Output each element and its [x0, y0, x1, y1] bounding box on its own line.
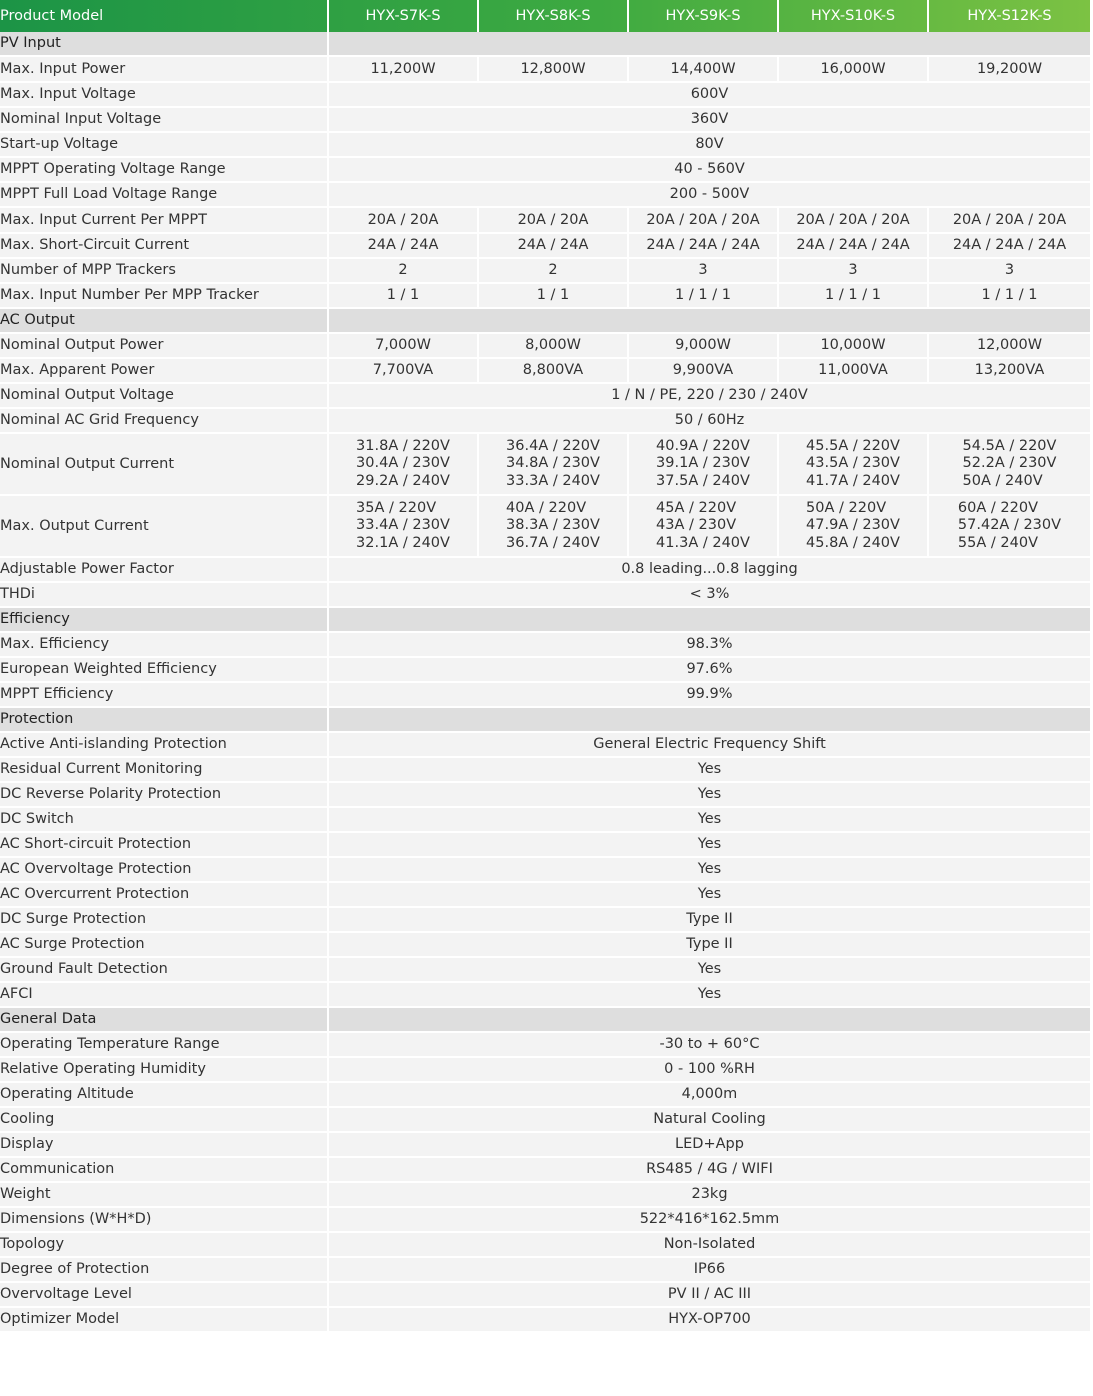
spec-row	[0, 933, 1090, 958]
spec-value: 24A / 24A	[329, 234, 479, 259]
spec-value: 1 / 1	[479, 284, 629, 309]
spec-value: Natural Cooling	[329, 1108, 1090, 1133]
spec-row	[0, 1233, 1090, 1258]
value-line: 37.5A / 240V	[656, 472, 750, 489]
spec-value: 8,000W	[479, 334, 629, 359]
spec-value: 360V	[329, 108, 1090, 133]
spec-row	[0, 1083, 1090, 1108]
section-row	[0, 608, 1090, 633]
value-line: 50A / 240V	[962, 472, 1043, 489]
section-row	[0, 32, 1090, 57]
spec-row	[0, 183, 1090, 208]
value-line: 41.7A / 240V	[806, 472, 900, 489]
spec-value: 1 / 1 / 1	[629, 284, 779, 309]
spec-value-multiline	[329, 496, 479, 558]
value-line: 43.5A / 230V	[806, 455, 900, 472]
spec-label: Nominal Output Voltage	[0, 384, 329, 409]
spec-value: 99.9%	[329, 683, 1090, 708]
spec-value: Yes	[329, 783, 1090, 808]
spec-value: 3	[779, 259, 929, 284]
spec-value: Yes	[329, 883, 1090, 908]
spec-row	[0, 1308, 1090, 1333]
spec-label: Max. Input Voltage	[0, 83, 329, 108]
section-row	[0, 1008, 1090, 1033]
spec-value: 2	[479, 259, 629, 284]
section-title: General Data	[0, 1008, 329, 1033]
spec-label: Max. Efficiency	[0, 633, 329, 658]
spec-value: 522*416*162.5mm	[329, 1208, 1090, 1233]
value-lines	[963, 438, 1057, 491]
value-line: 43A / 230V	[656, 517, 737, 534]
section-title: AC Output	[0, 309, 329, 334]
spec-value: RS485 / 4G / WIFI	[329, 1158, 1090, 1183]
spec-label: Overvoltage Level	[0, 1283, 329, 1308]
spec-label: Nominal Input Voltage	[0, 108, 329, 133]
value-line: 45.5A / 220V	[806, 437, 900, 454]
value-line: 41.3A / 240V	[656, 534, 750, 551]
spec-value: -30 to + 60°C	[329, 1033, 1090, 1058]
spec-value: Yes	[329, 958, 1090, 983]
spec-label: Topology	[0, 1233, 329, 1258]
spec-label: Operating Temperature Range	[0, 1033, 329, 1058]
section-row	[0, 708, 1090, 733]
spec-value-multiline	[929, 496, 1090, 558]
spec-value-multiline	[929, 434, 1090, 496]
spec-row	[0, 658, 1090, 683]
value-line: 33.4A / 230V	[356, 517, 450, 534]
spec-value-multiline	[629, 496, 779, 558]
spec-row	[0, 1183, 1090, 1208]
value-line: 40A / 220V	[506, 499, 587, 516]
spec-value: 20A / 20A	[329, 208, 479, 234]
model-name: HYX-S10K-S	[779, 0, 929, 32]
spec-value: Type II	[329, 908, 1090, 933]
spec-value: 1 / 1	[329, 284, 479, 309]
spec-value-multiline	[779, 496, 929, 558]
spec-value: 11,200W	[329, 57, 479, 83]
spec-row	[0, 633, 1090, 658]
spec-value: Yes	[329, 808, 1090, 833]
value-line: 34.8A / 230V	[506, 455, 600, 472]
spec-row	[0, 733, 1090, 758]
spec-label: DC Reverse Polarity Protection	[0, 783, 329, 808]
spec-value: 80V	[329, 133, 1090, 158]
value-line: 45A / 220V	[656, 499, 737, 516]
spec-value: Type II	[329, 933, 1090, 958]
header-row	[0, 0, 1090, 32]
spec-row	[0, 833, 1090, 858]
spec-label: MPPT Full Load Voltage Range	[0, 183, 329, 208]
spec-row	[0, 359, 1090, 384]
value-line: 32.1A / 240V	[356, 534, 450, 551]
spec-label: MPPT Operating Voltage Range	[0, 158, 329, 183]
spec-row	[0, 334, 1090, 359]
spec-row	[0, 558, 1090, 583]
spec-value: 14,400W	[629, 57, 779, 83]
spec-label: DC Surge Protection	[0, 908, 329, 933]
spec-label: European Weighted Efficiency	[0, 658, 329, 683]
spec-label: Operating Altitude	[0, 1083, 329, 1108]
spec-row	[0, 133, 1090, 158]
value-line: 36.4A / 220V	[506, 437, 600, 454]
spec-value: 20A / 20A	[479, 208, 629, 234]
spec-value: 16,000W	[779, 57, 929, 83]
spec-row	[0, 883, 1090, 908]
spec-value: 1 / 1 / 1	[929, 284, 1090, 309]
spec-label: Max. Input Power	[0, 57, 329, 83]
spec-label: Dimensions (W*H*D)	[0, 1208, 329, 1233]
model-name: HYX-S7K-S	[329, 0, 479, 32]
spec-row	[0, 1033, 1090, 1058]
spec-row	[0, 1258, 1090, 1283]
spec-value: Yes	[329, 833, 1090, 858]
value-line: 57.42A / 230V	[957, 517, 1062, 534]
spec-value: Yes	[329, 983, 1090, 1008]
spec-label: Max. Input Number Per MPP Tracker	[0, 284, 329, 309]
value-line: 30.4A / 230V	[356, 455, 450, 472]
value-lines	[356, 438, 450, 491]
spec-value: IP66	[329, 1258, 1090, 1283]
section-row	[0, 309, 1090, 334]
section-title: Protection	[0, 708, 329, 733]
spec-value: 20A / 20A / 20A	[779, 208, 929, 234]
model-name: HYX-S8K-S	[479, 0, 629, 32]
spec-value: 24A / 24A / 24A	[929, 234, 1090, 259]
spec-row	[0, 783, 1090, 808]
spec-value: Yes	[329, 758, 1090, 783]
section-title: Efficiency	[0, 608, 329, 633]
spec-value: 1 / N / PE, 220 / 230 / 240V	[329, 384, 1090, 409]
spec-label: Degree of Protection	[0, 1258, 329, 1283]
spec-row	[0, 758, 1090, 783]
spec-value-multiline	[779, 434, 929, 496]
spec-value: 12,000W	[929, 334, 1090, 359]
spec-label: AC Overcurrent Protection	[0, 883, 329, 908]
spec-value: 0.8 leading...0.8 lagging	[329, 558, 1090, 583]
spec-value: Yes	[329, 858, 1090, 883]
spec-row	[0, 1058, 1090, 1083]
spec-row	[0, 983, 1090, 1008]
value-line: 31.8A / 220V	[356, 437, 450, 454]
spec-label: THDi	[0, 583, 329, 608]
spec-row	[0, 434, 1090, 496]
spec-value: PV II / AC III	[329, 1283, 1090, 1308]
value-line: 52.2A / 230V	[962, 455, 1057, 472]
spec-value: 4,000m	[329, 1083, 1090, 1108]
spec-value: 98.3%	[329, 633, 1090, 658]
value-lines	[958, 500, 1061, 553]
value-lines	[356, 500, 450, 553]
spec-label: AFCI	[0, 983, 329, 1008]
spec-value: 23kg	[329, 1183, 1090, 1208]
spec-value: LED+App	[329, 1133, 1090, 1158]
value-lines	[806, 500, 900, 553]
model-name: HYX-S12K-S	[967, 7, 1052, 24]
spec-value: 97.6%	[329, 658, 1090, 683]
spec-row	[0, 1208, 1090, 1233]
model-name: HYX-S9K-S	[629, 0, 779, 32]
value-lines	[506, 500, 600, 553]
spec-value: 600V	[329, 83, 1090, 108]
spec-row	[0, 108, 1090, 133]
spec-label: Nominal AC Grid Frequency	[0, 409, 329, 434]
spec-value: Non-Isolated	[329, 1233, 1090, 1258]
spec-value: 3	[629, 259, 779, 284]
value-line: 29.2A / 240V	[356, 472, 450, 489]
spec-label: Cooling	[0, 1108, 329, 1133]
spec-value: 24A / 24A	[479, 234, 629, 259]
spec-label: Number of MPP Trackers	[0, 259, 329, 284]
spec-row	[0, 496, 1090, 558]
spec-label: Adjustable Power Factor	[0, 558, 329, 583]
spec-label: Active Anti-islanding Protection	[0, 733, 329, 758]
spec-value: 7,700VA	[329, 359, 479, 384]
spec-value: 200 - 500V	[329, 183, 1090, 208]
spec-row	[0, 1133, 1090, 1158]
spec-label: Start-up Voltage	[0, 133, 329, 158]
spec-value: 13,200VA	[929, 359, 1090, 384]
spec-row	[0, 583, 1090, 608]
spec-value: < 3%	[329, 583, 1090, 608]
value-lines	[656, 500, 750, 553]
spec-row	[0, 57, 1090, 83]
value-line: 50A / 220V	[806, 499, 887, 516]
spec-value: HYX-OP700	[329, 1308, 1090, 1333]
spec-label: Nominal Output Current	[0, 434, 329, 496]
value-lines	[656, 438, 750, 491]
spec-row	[0, 409, 1090, 434]
spec-value: 20A / 20A / 20A	[929, 208, 1090, 234]
spec-label: AC Surge Protection	[0, 933, 329, 958]
spec-label: Max. Output Current	[0, 496, 329, 558]
value-line: 39.1A / 230V	[656, 455, 750, 472]
spec-row	[0, 208, 1090, 234]
spec-value-multiline	[479, 496, 629, 558]
value-line: 45.8A / 240V	[806, 534, 900, 551]
spec-label: Ground Fault Detection	[0, 958, 329, 983]
value-line: 38.3A / 230V	[506, 517, 600, 534]
spec-row	[0, 858, 1090, 883]
spec-value-multiline	[479, 434, 629, 496]
spec-label: Nominal Output Power	[0, 334, 329, 359]
spec-row	[0, 683, 1090, 708]
value-line: 47.9A / 230V	[806, 517, 900, 534]
spec-value: 50 / 60Hz	[329, 409, 1090, 434]
spec-label: Display	[0, 1133, 329, 1158]
spec-label: Max. Input Current Per MPPT	[0, 208, 329, 234]
spec-label: AC Overvoltage Protection	[0, 858, 329, 883]
spec-row	[0, 1158, 1090, 1183]
spec-value: 1 / 1 / 1	[779, 284, 929, 309]
spec-label: Communication	[0, 1158, 329, 1183]
spec-value: 40 - 560V	[329, 158, 1090, 183]
spec-value: General Electric Frequency Shift	[329, 733, 1090, 758]
spec-value: 11,000VA	[779, 359, 929, 384]
spec-row	[0, 158, 1090, 183]
spec-label: AC Short-circuit Protection	[0, 833, 329, 858]
spec-row	[0, 908, 1090, 933]
spec-value: 0 - 100 %RH	[329, 1058, 1090, 1083]
spec-label: Max. Short-Circuit Current	[0, 234, 329, 259]
value-line: 36.7A / 240V	[506, 534, 600, 551]
value-line: 55A / 240V	[957, 534, 1038, 551]
spec-row	[0, 259, 1090, 284]
spec-value: 24A / 24A / 24A	[629, 234, 779, 259]
spec-value: 3	[929, 259, 1090, 284]
value-line: 40.9A / 220V	[656, 437, 750, 454]
spec-value: 24A / 24A / 24A	[779, 234, 929, 259]
spec-value: 19,200W	[929, 57, 1090, 83]
spec-label: Relative Operating Humidity	[0, 1058, 329, 1083]
spec-row	[0, 958, 1090, 983]
spec-label: DC Switch	[0, 808, 329, 833]
spec-value: 10,000W	[779, 334, 929, 359]
spec-row	[0, 1283, 1090, 1308]
spec-row	[0, 284, 1090, 309]
spec-label: Residual Current Monitoring	[0, 758, 329, 783]
value-lines	[506, 438, 600, 491]
spec-value: 12,800W	[479, 57, 629, 83]
spec-row	[0, 234, 1090, 259]
spec-label: Optimizer Model	[0, 1308, 329, 1333]
spec-value: 2	[329, 259, 479, 284]
spec-value-multiline	[329, 434, 479, 496]
spec-label: Max. Apparent Power	[0, 359, 329, 384]
section-title: PV Input	[0, 32, 329, 57]
spec-label: Weight	[0, 1183, 329, 1208]
spec-row	[0, 1108, 1090, 1133]
spec-value: 9,900VA	[629, 359, 779, 384]
spec-value: 8,800VA	[479, 359, 629, 384]
spec-row	[0, 384, 1090, 409]
spec-value-multiline	[629, 434, 779, 496]
value-line: 54.5A / 220V	[962, 437, 1057, 454]
value-line: 35A / 220V	[356, 499, 437, 516]
spec-value: 20A / 20A / 20A	[629, 208, 779, 234]
spec-value: 9,000W	[629, 334, 779, 359]
value-line: 33.3A / 240V	[506, 472, 600, 489]
spec-row	[0, 83, 1090, 108]
value-lines	[806, 438, 900, 491]
spec-row	[0, 808, 1090, 833]
spec-value: 7,000W	[329, 334, 479, 359]
value-line: 60A / 220V	[957, 499, 1038, 516]
header-label: Product Model	[0, 0, 329, 32]
spec-label: MPPT Efficiency	[0, 683, 329, 708]
